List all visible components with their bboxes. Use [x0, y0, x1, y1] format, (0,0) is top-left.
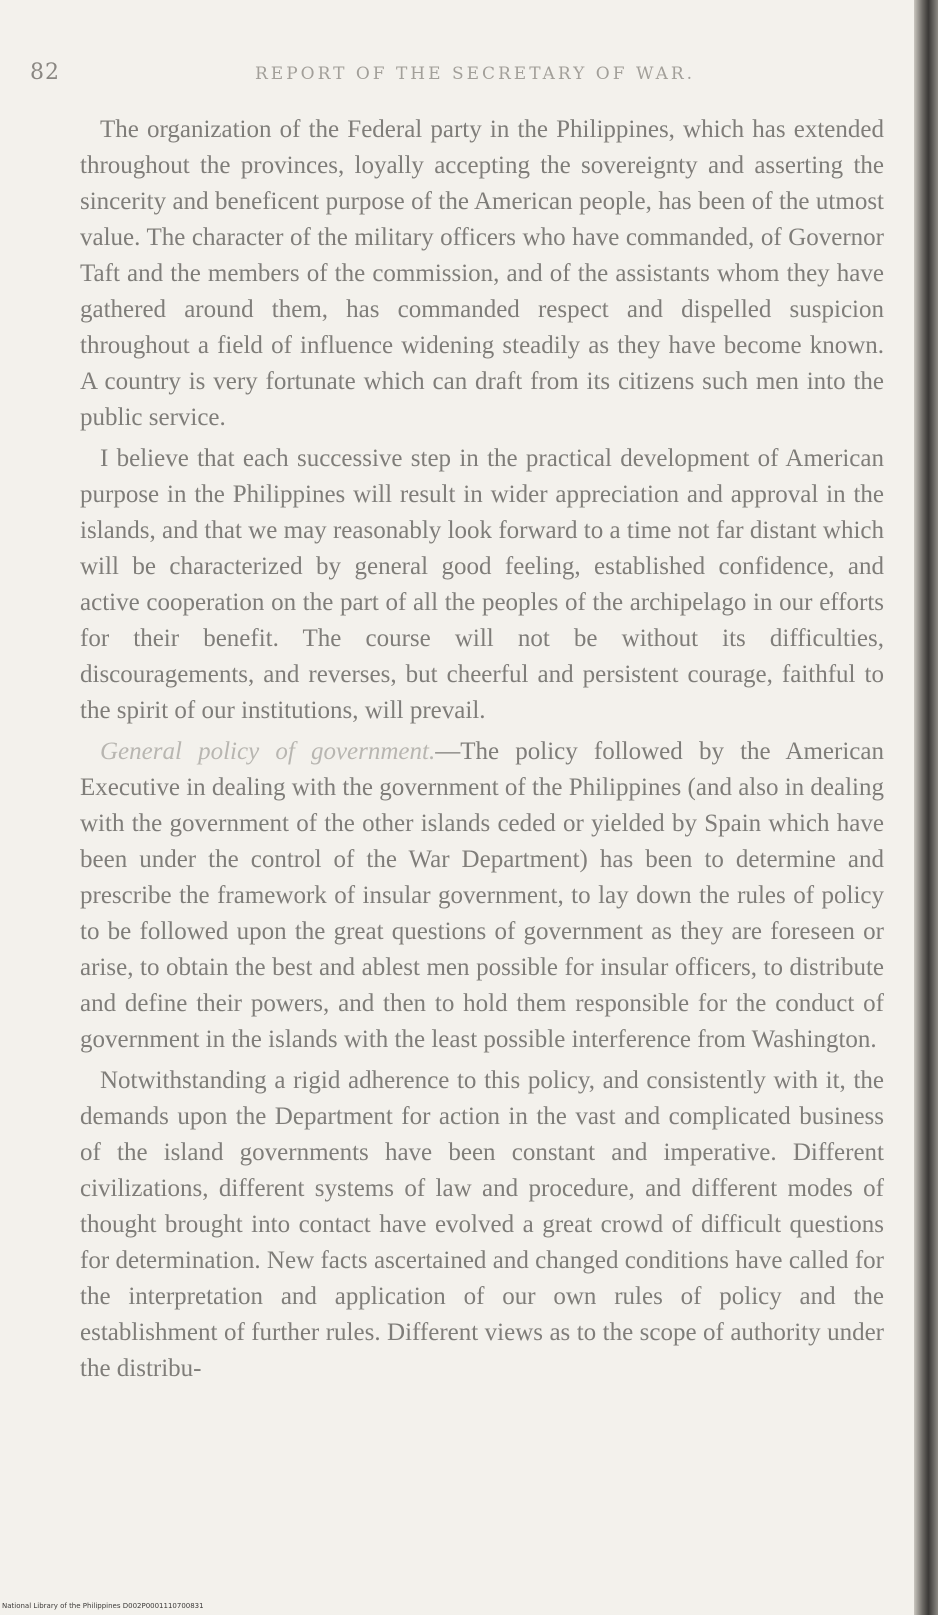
- paragraph-notwithstanding: Notwithstanding a rigid adherence to this policy, and consistently with it, the demands upon the Department for action in the vast and complicated business of the island governments have been constant and imperative. Different civilizations, different systems of law and procedure, and different modes of thought brought into contact have evolved a great crowd of difficult questions for determination. New facts ascertained and changed conditions have called for the interpretation and application of our own rules of policy and the establishment of further rules. Different views as to the scope of authority under the distribu-: [80, 1067, 884, 1382]
- paragraph-general-policy: [80, 734, 884, 1058]
- archive-footer: National Library of the Philippines D002P0001110700831: [2, 1602, 204, 1610]
- page-binding-edge: [914, 0, 938, 1615]
- paragraph-federal-party: The organization of the Federal party in the Philippines, which has extended throughout the provinces, loyally accepting the sovereignty and asserting the sincerity and beneficent purpose of the American people, has been of the utmost value. The character of the military officers who have commanded, of Governor Taft and the members of the commission, and of the assistants whom they have gathered around them, has commanded respect and dispelled suspicion throughout a field of influence widening steadily as they have become known. A country is very fortunate which can draft from its citizens such men into the public service.: [80, 116, 884, 431]
- body-text: [80, 112, 884, 1392]
- page-header: [30, 60, 890, 90]
- section-heading: General policy of government.: [100, 738, 436, 765]
- running-head: REPORT OF THE SECRETARY OF WAR.: [255, 64, 696, 84]
- page-number: 82: [30, 60, 60, 85]
- section-text: —The policy followed by the American Executive in dealing with the government of the Philippines (and also in dealing with the government of the other islands ceded or yielded by Spain which have been under the control of the War Department) has been to determine and prescribe the framework of insular government, to lay down the rules of policy to be followed upon the great questions of government as they are foreseen or arise, to obtain the best and ablest men possible for insular officers, to distribute and define their powers, and then to hold them responsible for the conduct of government in the islands with the least possible interference from Washington.: [80, 738, 884, 1053]
- paragraph-successive-step: I believe that each successive step in the practical development of American purpose in the Philippines will result in wider appreciation and approval in the islands, and that we may reasonably look forward to a time not far distant which will be characterized by general good feeling, established confidence, and active cooperation on the part of all the peoples of the archipelago in our efforts for their benefit. The course will not be without its difficulties, discouragements, and reverses, but cheerful and persistent courage, faithful to the spirit of our institutions, will prevail.: [80, 445, 884, 724]
